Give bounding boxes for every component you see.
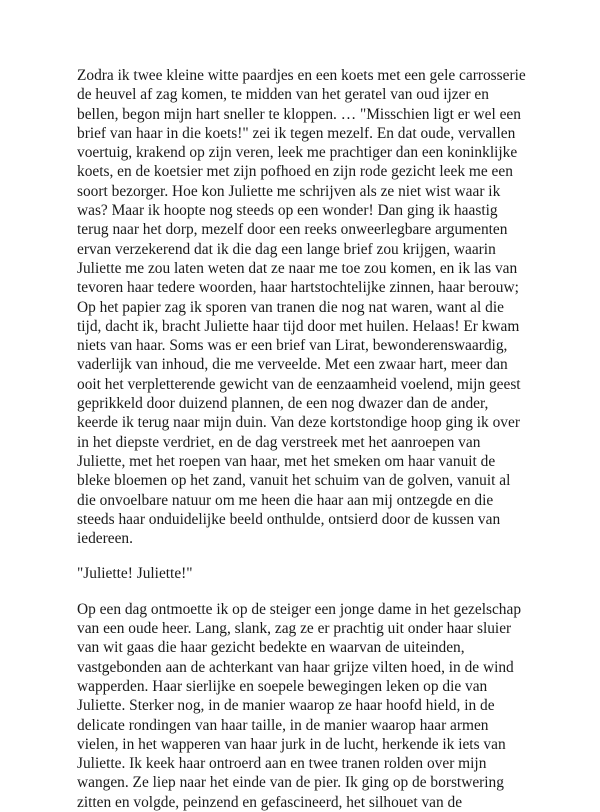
paragraph-1: Zodra ik twee kleine witte paardjes en een koets met een gele carrosserie de heuvel af zag komen, te midden van het geratel van oud ijzer en bellen, begon mijn hart sneller te kloppen. … "Misschien ligt er wel een brief van haar in die koets!" zei ik tegen mezelf. En dat oude, vervallen voertuig, krakend op zijn veren, leek me prachtiger dan een koninklijke koets, en de koetsier met zijn pofhoed en zijn rode gezicht leek me een soort bezorger. Hoe kon Juliette me schrijven als ze niet wist waar ik was? Maar ik hoopte nog steeds op een wonder! Dan ging ik haastig terug naar het dorp, mezelf door een reeks onweerlegbare argumenten ervan verzekerend dat ik die dag een lange brief zou krijgen, waarin Juliette me zou laten weten dat ze naar me toe zou komen, en ik las van tevoren haar tedere woorden, haar hartstochtelijke zinnen, haar berouw; Op het papier zag ik sporen van tranen die nog nat waren, want al die tijd, dacht ik, bracht Juliette haar tijd door met huilen. Helaas! Er kwam niets van haar. Soms was er een brief van Lirat, bewonderenswaardig, vaderlijk van inhoud, die me verveelde. Met een zwaar hart, meer dan ooit het verpletterende gewicht van de eenzaamheid voelend, mijn geest geprikkeld door duizend plannen, de een nog dwazer dan de ander, keerde ik terug naar mijn duin. Van deze kortstondige hoop ging ik over in het diepste verdriet, en de dag verstreek met het aanroepen van Juliette, met het roepen van haar, met het smeken om haar vanuit de bleke bloemen op het zand, vanuit het schuim van de golven, vanuit al die onvoelbare natuur om me heen die haar aan mij ontzegde en die steeds haar onduidelijke beeld onthulde, ontsierd door de kussen van iedereen. [77, 67, 526, 548]
paragraph-2: "Juliette! Juliette!" [77, 565, 193, 583]
body-text [77, 66, 529, 812]
paragraph-3: Op een dag ontmoette ik op de steiger een jonge dame in het gezelschap van een oude heer. Lang, slank, zag ze er prachtig uit onder haar sluier van wit gaas die haar gezicht bedekte en waarvan de uiteinden, vastgebonden aan de achterkant van haar grijze vilten hoed, in de wind wapperden. Haar sierlijke en soepele bewegingen leken op die van Juliette. Sterker nog, in de manier waarop ze haar hoofd hield, in de delicate rondingen van haar taille, in de manier waarop haar armen vielen, in het wapperen van haar jurk in de lucht, herkende ik iets van Juliette. Ik keek haar ontroerd aan en twee tranen rolden over mijn wangen. Ze liep naar het einde van de pier. Ik ging op de borstwering zitten en volgde, peinzend en gefascineerd, het silhouet van de [77, 600, 522, 811]
